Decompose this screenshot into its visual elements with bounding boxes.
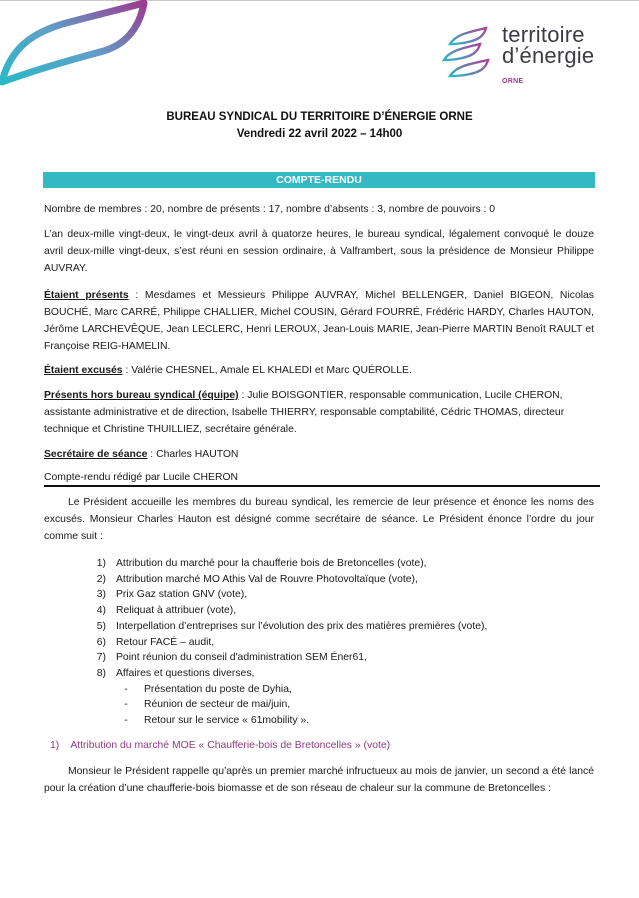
leaf-decoration-icon [0,0,150,90]
section-banner: COMPTE-RENDU [43,172,595,188]
welcome-paragraph: Le Président accueille les membres du bureau syndical, les remercie de leur présence et énonce les noms des excusés. Monsieur Charles Hauton est désigné comme secrétaire de séance. Le Président énonce l’ordre du jour comme suit : [44,497,594,542]
secretary-label: Secrétaire de séance [44,449,148,460]
document-date: Vendredi 22 avril 2022 – 14h00 [236,128,403,140]
opening-paragraph: L’an deux-mille vingt-deux, le vingt-deux avril à quatorze heures, le bureau syndical, légalement convoqué le douze avril deux-mille vingt-deux, s’est réuni en session ordinaire, à Valframbert, sous la présidence de Monsieur Philippe AUVRAY. [44,229,594,274]
logo-waves-icon [440,26,498,80]
agenda-item: 6) Retour FACÉ – audit, [96,636,215,648]
agenda-subitem: - Retour sur le service « 61mobility ». [124,715,310,727]
agenda-item: 3) Prix Gaz station GNV (vote), [96,589,248,601]
present-members [44,287,594,355]
section-title: Attribution du marché MOE « Chaufferie-bois de Bretoncelles » (vote) [70,740,391,751]
agenda-item: 5) Interpellation d’entreprises sur l’évolution des prix des matières premières (vote), [96,620,488,632]
present-list: : Mesdames et Messieurs Philippe AUVRAY, Michel BELLENGER, Daniel BIGEON, Nicolas BOUCHÉ, Marc CARRÉ, Philippe CHALLIER, Michel COUSIN, Gérard FOURRÉ, Frédéric HARDY, Charles HAUTON, Jérôme LARCHEVÊQUE, Jean LECLERC, Henri LEROUX, Jean-Louis MARIE, Jean-Pierre MARTIN Benoît RAULT et Françoise REIG-HAMELIN. [44,290,595,352]
secretary-name: : Charles HAUTON [147,449,239,460]
agenda-item: 1) Attribution du marché pour la chaufferie bois de Bretoncelles (vote), [96,558,427,569]
staff-label: Présents hors bureau syndical (équipe) [44,390,239,401]
agenda-subitem: - Réunion de secteur de mai/juin, [124,699,291,711]
present-label: Étaient présents [44,290,129,301]
divider [44,485,600,487]
document-title: BUREAU SYNDICAL DU TERRITOIRE D’ÉNERGIE ORNE [166,111,473,123]
section-number: 1) [50,740,60,751]
agenda-subitem: - Présentation du poste de Dyhia, [124,683,292,695]
member-counts: Nombre de membres : 20, nombre de présents : 17, nombre d’absents : 3, nombre de pouvoirs : 0 [44,204,496,215]
excused-list: : Valérie CHESNEL, Amale EL KHALEDI et Marc QUÉROLLE. [122,365,412,376]
section-heading [50,740,390,751]
agenda-list [88,556,588,729]
written-by: Compte-rendu rédigé par Lucile CHERON [44,472,239,483]
agenda-item: 7) Point réunion du conseil d'administration SEM Éner61, [96,652,367,664]
logo-text-line1: territoire [502,22,585,47]
excused-label: Étaient excusés [44,365,123,376]
excused-members [44,362,594,379]
session-secretary [44,446,594,463]
staff-present [44,387,594,438]
logo-subtitle: ORNE [502,78,524,85]
agenda-item: 4) Reliquat à attribuer (vote), [96,605,237,617]
brand-logo [440,22,620,92]
agenda-item: 8) Affaires et questions diverses, [96,667,255,679]
logo-text-line2: d’énergie [502,43,595,68]
staff-list: : Julie BOISGONTIER, responsable communication, Lucile CHERON, assistante administrative et de direction, Isabelle THIERRY, responsable comptabilité, Cédric THOMAS, directeur technique et Christine THUILLIEZ, secrétaire générale. [44,390,565,435]
section-paragraph: Monsieur le Président rappelle qu’après un premier marché infructueux au mois de janvier, un second a été lancé pour la création d’une chaufferie-bois biomasse et de son réseau de chaleur sur la commune de Bretoncelles : [44,766,594,794]
agenda-item: 2) Attribution marché MO Athis Val de Rouvre Photovoltaïque (vote), [96,573,418,585]
